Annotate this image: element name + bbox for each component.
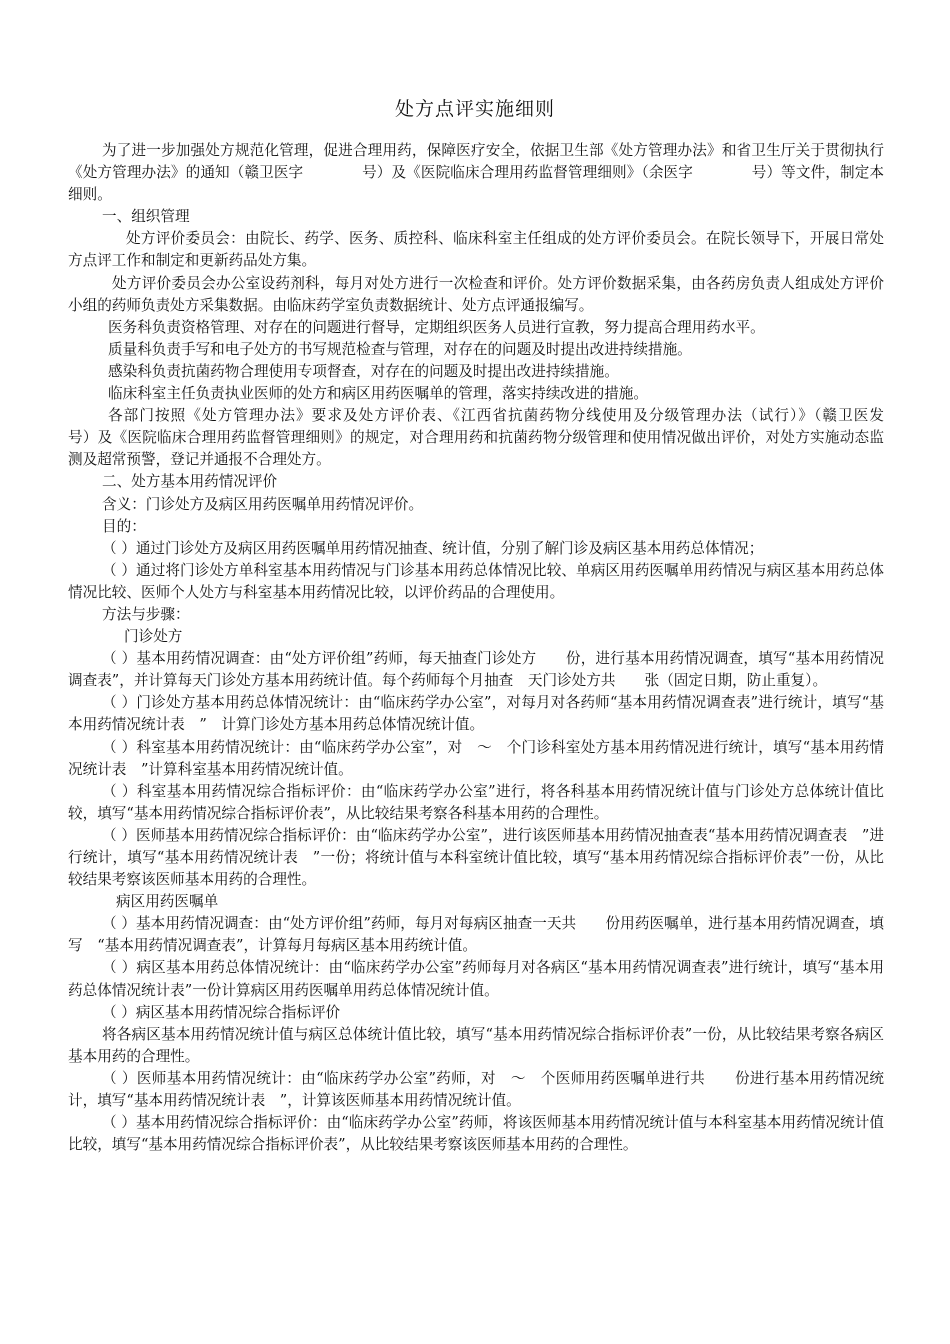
intro-paragraph: 为了进一步加强处方规范化管理，促进合理用药，保障医疗安全，依据卫生部《处方管理办法》和省卫生厅关于贯彻执行《处方管理办法》的通知（赣卫医字 号）及《医院临床合理用药监督管理细则》（余医字 号）等文件，制定本细则。 <box>68 142 884 204</box>
body-paragraph: 质量科负责手写和电子处方的书写规范检查与管理，对存在的问题及时提出改进持续措施。 <box>108 340 692 358</box>
step-item: （ ）基本用药情况调查：由“处方评价组”药师，每天抽查门诊处方 份，进行基本用药情况调查，填写“基本用药情况调查表”，并计算每天门诊处方基本用药统计值。每个药师每个月抽查 天门诊处方共 张（固定日期，防止重复）。 <box>68 650 884 690</box>
document-body <box>68 140 943 1156</box>
step-item: （ ）基本用药情况综合指标评价：由“临床药学办公室”药师，将该医师基本用药情况统计值与本科室基本用药情况统计值比较，填写“基本用药情况综合指标评价表”，从比较结果考察该医师基本用药的合理性。 <box>68 1114 884 1154</box>
subheading-ward: 病区用药医嘱单 <box>116 893 219 911</box>
step-item: （ ）基本用药情况调查：由“处方评价组”药师，每月对每病区抽查一天共 份用药医嘱单，进行基本用药情况调查，填写 “基本用药情况调查表”，计算每月每病区基本用药统计值。 <box>68 915 884 955</box>
section-heading-evaluation: 二、处方基本用药情况评价 <box>102 473 278 491</box>
purpose-label: 目的： <box>102 517 146 535</box>
method-label: 方法与步骤： <box>102 605 190 623</box>
body-paragraph: 感染科负责抗菌药物合理使用专项督查，对存在的问题及时提出改进持续措施。 <box>108 362 619 380</box>
step-item: （ ）科室基本用药情况综合指标评价：由“临床药学办公室”进行，将各科基本用药情况统计值与门诊处方总体统计值比较，填写“基本用药情况综合指标评价表”，从比较结果考察各科基本用药的合理性。 <box>68 782 884 822</box>
step-item: （ ）病区基本用药情况综合指标评价 <box>102 1003 341 1021</box>
definition-line: 含义：门诊处方及病区用药医嘱单用药情况评价。 <box>102 495 424 513</box>
purpose-item: （ ）通过门诊处方及病区用药医嘱单用药情况抽查、统计值，分别了解门诊及病区基本用药总体情况； <box>102 539 764 557</box>
step-item: （ ）医师基本用药情况统计：由“临床药学办公室”药师，对 ～ 个医师用药医嘱单进行共 份进行基本用药情况统计，填写“基本用药情况统计表 ”，计算该医师基本用药情况统计值。 <box>68 1069 884 1110</box>
step-item: （ ）门诊处方基本用药总体情况统计：由“临床药学办公室”，对每月对各药师“基本用药情况调查表”进行统计，填写“基本用药情况统计表 ” 计算门诊处方基本用药总体情况统计值。 <box>68 694 884 734</box>
body-paragraph: 医务科负责资格管理、对存在的问题进行督导，定期组织医务人员进行宣教，努力提高合理用药水平。 <box>108 318 765 336</box>
body-paragraph: 临床科室主任负责执业医师的处方和病区用药医嘱单的管理，落实持续改进的措施。 <box>108 385 648 403</box>
subheading-outpatient: 门诊处方 <box>124 628 183 646</box>
step-item: （ ）科室基本用药情况统计：由“临床药学办公室”，对 ～ 个门诊科室处方基本用药情况进行统计，填写“基本用药情况统计表 ”计算科室基本用药情况统计值。 <box>68 738 884 778</box>
document-title: 处方点评实施细则 <box>394 98 555 120</box>
step-item: （ ）病区基本用药总体情况统计：由“临床药学办公室”药师每月对各病区“基本用药情况调查表”进行统计，填写“基本用药总体情况统计表”一份计算病区用药医嘱单用药总体情况统计值。 <box>68 959 884 999</box>
body-paragraph: 将各病区基本用药情况统计值与病区总体统计值比较，填写“基本用药情况综合指标评价表”一份，从比较结果考察各病区基本用药的合理性。 <box>68 1025 884 1065</box>
section-heading-organization: 一、组织管理 <box>102 208 190 226</box>
purpose-item: （ ）通过将门诊处方单科室基本用药情况与门诊基本用药总体情况比较、单病区用药医嘱单用药情况与病区基本用药总体情况比较、医师个人处方与科室基本用药情况比较，以评价药品的合理使用。 <box>68 561 884 601</box>
body-paragraph: 各部门按照《处方管理办法》要求及处方评价表、《江西省抗菌药物分线使用及分级管理办法（试行）》（赣卫医发 号）及《医院临床合理用药监督管理细则》的规定，对合理用药和抗菌药物分级管理和使用情况做出评价，对处方实施动态监测及超常预警，登记并通报不合理处方。 <box>68 407 943 469</box>
body-paragraph: 处方评价委员会办公室设药剂科，每月对处方进行一次检查和评价。处方评价数据采集，由各药房负责人组成处方评价小组的药师负责处方采集数据。由临床药学室负责数据统计、处方点评通报编写。 <box>68 274 884 314</box>
body-paragraph: 处方评价委员会：由院长、药学、医务、质控科、临床科室主任组成的处方评价委员会。在院长领导下，开展日常处方点评工作和制定和更新药品处方集。 <box>68 230 884 270</box>
step-item: （ ）医师基本用药情况综合指标评价：由“临床药学办公室”，进行该医师基本用药情况抽查表“基本用药情况调查表 ”进行统计，填写“基本用药情况统计表 ”一份；将统计值与本科室统计值比较，填写“基本用药情况综合指标评价表”一份，从比较结果考察该医师基本用药的合理性。 <box>68 826 884 889</box>
